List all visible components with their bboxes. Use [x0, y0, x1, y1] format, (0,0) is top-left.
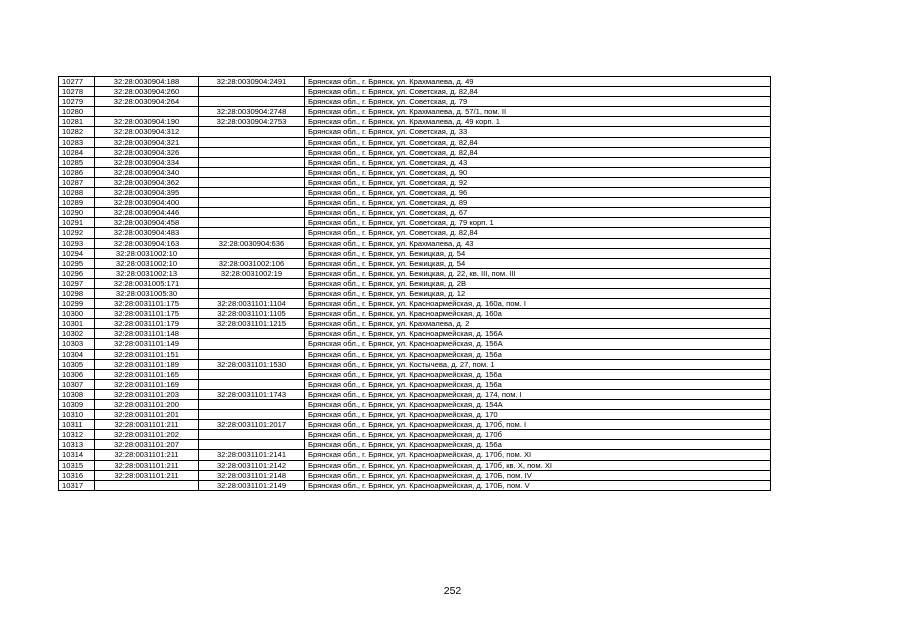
row-number-cell: 10309 [59, 400, 95, 410]
address-cell: Брянская обл., г. Брянск, ул. Советская, д. 79 корп. 1 [305, 218, 771, 228]
object-cadastral-number-cell: 32:28:0031101:2148 [199, 470, 305, 480]
row-number-cell: 10282 [59, 127, 95, 137]
table-row [59, 208, 771, 218]
object-cadastral-number-cell: 32:28:0031002:106 [199, 258, 305, 268]
object-cadastral-number-cell [199, 288, 305, 298]
cadastral-number-cell: 32:28:0030904:395 [95, 188, 199, 198]
object-cadastral-number-cell [199, 87, 305, 97]
register-table-body [59, 77, 771, 491]
row-number-cell: 10301 [59, 319, 95, 329]
address-cell: Брянская обл., г. Брянск, ул. Бежицкая, д. 12 [305, 288, 771, 298]
address-cell: Брянская обл., г. Брянск, ул. Бежицкая, д. 22, кв. III, пом. III [305, 268, 771, 278]
address-cell: Брянская обл., г. Брянск, ул. Красноармейская, д. 156а [305, 379, 771, 389]
object-cadastral-number-cell [199, 177, 305, 187]
cadastral-number-cell: 32:28:0031101:200 [95, 400, 199, 410]
address-cell: Брянская обл., г. Брянск, ул. Советская, д. 82,84 [305, 147, 771, 157]
address-cell: Брянская обл., г. Брянск, ул. Красноармейская, д. 170 [305, 410, 771, 420]
address-cell: Брянская обл., г. Брянск, ул. Бежицкая, д. 54 [305, 248, 771, 258]
object-cadastral-number-cell [199, 369, 305, 379]
object-cadastral-number-cell [199, 400, 305, 410]
object-cadastral-number-cell: 32:28:0030904:2753 [199, 117, 305, 127]
row-number-cell: 10295 [59, 258, 95, 268]
cadastral-number-cell: 32:28:0031101:211 [95, 470, 199, 480]
table-row [59, 268, 771, 278]
object-cadastral-number-cell: 32:28:0030904:2748 [199, 107, 305, 117]
row-number-cell: 10302 [59, 329, 95, 339]
row-number-cell: 10297 [59, 278, 95, 288]
table-row [59, 460, 771, 470]
address-cell: Брянская обл., г. Брянск, ул. Советская, д. 82,84 [305, 137, 771, 147]
cadastral-number-cell: 32:28:0031101:151 [95, 349, 199, 359]
address-cell: Брянская обл., г. Брянск, ул. Советская, д. 33 [305, 127, 771, 137]
row-number-cell: 10289 [59, 198, 95, 208]
address-cell: Брянская обл., г. Брянск, ул. Бежицкая, д. 54 [305, 258, 771, 268]
table-row [59, 470, 771, 480]
object-cadastral-number-cell [199, 379, 305, 389]
table-row [59, 480, 771, 490]
table-row [59, 248, 771, 258]
object-cadastral-number-cell [199, 339, 305, 349]
row-number-cell: 10287 [59, 177, 95, 187]
address-cell: Брянская обл., г. Брянск, ул. Красноармейская, д. 170Б, пом. V [305, 480, 771, 490]
cadastral-number-cell [95, 107, 199, 117]
cadastral-number-cell: 32:28:0031101:175 [95, 299, 199, 309]
cadastral-number-cell: 32:28:0030904:446 [95, 208, 199, 218]
cadastral-number-cell: 32:28:0030904:264 [95, 97, 199, 107]
object-cadastral-number-cell [199, 147, 305, 157]
row-number-cell: 10312 [59, 430, 95, 440]
object-cadastral-number-cell [199, 248, 305, 258]
table-row [59, 127, 771, 137]
row-number-cell: 10285 [59, 157, 95, 167]
row-number-cell: 10310 [59, 410, 95, 420]
cadastral-number-cell: 32:28:0031101:211 [95, 450, 199, 460]
cadastral-number-cell: 32:28:0031101:203 [95, 389, 199, 399]
cadastral-number-cell: 32:28:0030904:312 [95, 127, 199, 137]
object-cadastral-number-cell [199, 198, 305, 208]
row-number-cell: 10316 [59, 470, 95, 480]
row-number-cell: 10277 [59, 77, 95, 87]
cadastral-number-cell: 32:28:0030904:483 [95, 228, 199, 238]
row-number-cell: 10303 [59, 339, 95, 349]
address-cell: Брянская обл., г. Брянск, ул. Советская, д. 43 [305, 157, 771, 167]
cadastral-number-cell: 32:28:0031101:211 [95, 460, 199, 470]
object-cadastral-number-cell [199, 228, 305, 238]
object-cadastral-number-cell: 32:28:0031101:1743 [199, 389, 305, 399]
address-cell: Брянская обл., г. Брянск, ул. Советская, д. 82,84 [305, 228, 771, 238]
cadastral-number-cell: 32:28:0030904:321 [95, 137, 199, 147]
cadastral-number-cell: 32:28:0031101:148 [95, 329, 199, 339]
table-row [59, 107, 771, 117]
cadastral-number-cell: 32:28:0031101:207 [95, 440, 199, 450]
object-cadastral-number-cell: 32:28:0031101:2141 [199, 450, 305, 460]
row-number-cell: 10286 [59, 167, 95, 177]
page-number: 252 [443, 585, 462, 597]
cadastral-number-cell: 32:28:0030904:334 [95, 157, 199, 167]
cadastral-number-cell: 32:28:0030904:260 [95, 87, 199, 97]
address-cell: Брянская обл., г. Брянск, ул. Красноармейская, д. 156а [305, 440, 771, 450]
address-cell: Брянская обл., г. Брянск, ул. Крахмалева, д. 49 корп. 1 [305, 117, 771, 127]
table-row [59, 329, 771, 339]
table-row [59, 349, 771, 359]
cadastral-number-cell: 32:28:0031101:169 [95, 379, 199, 389]
row-number-cell: 10304 [59, 349, 95, 359]
cadastral-number-cell: 32:28:0031005:171 [95, 278, 199, 288]
cadastral-register-table [58, 76, 771, 491]
table-row [59, 97, 771, 107]
cadastral-number-cell: 32:28:0031101:179 [95, 319, 199, 329]
table-row [59, 218, 771, 228]
cadastral-number-cell: 32:28:0030904:362 [95, 177, 199, 187]
table-row [59, 440, 771, 450]
object-cadastral-number-cell [199, 329, 305, 339]
object-cadastral-number-cell [199, 137, 305, 147]
row-number-cell: 10290 [59, 208, 95, 218]
row-number-cell: 10308 [59, 389, 95, 399]
object-cadastral-number-cell [199, 410, 305, 420]
table-row [59, 309, 771, 319]
table-row [59, 198, 771, 208]
row-number-cell: 10284 [59, 147, 95, 157]
row-number-cell: 10317 [59, 480, 95, 490]
table-row [59, 228, 771, 238]
cadastral-number-cell: 32:28:0031101:175 [95, 309, 199, 319]
address-cell: Брянская обл., г. Брянск, ул. Советская, д. 82,84 [305, 87, 771, 97]
row-number-cell: 10278 [59, 87, 95, 97]
object-cadastral-number-cell [199, 278, 305, 288]
address-cell: Брянская обл., г. Брянск, ул. Красноармейская, д. 170Б, пом. IV [305, 470, 771, 480]
object-cadastral-number-cell [199, 157, 305, 167]
object-cadastral-number-cell: 32:28:0030904:636 [199, 238, 305, 248]
object-cadastral-number-cell: 32:28:0031101:1105 [199, 309, 305, 319]
object-cadastral-number-cell [199, 188, 305, 198]
row-number-cell: 10280 [59, 107, 95, 117]
object-cadastral-number-cell [199, 127, 305, 137]
cadastral-number-cell: 32:28:0030904:163 [95, 238, 199, 248]
cadastral-number-cell: 32:28:0030904:190 [95, 117, 199, 127]
row-number-cell: 10307 [59, 379, 95, 389]
table-row [59, 238, 771, 248]
table-row [59, 87, 771, 97]
address-cell: Брянская обл., г. Брянск, ул. Крахмалева, д. 2 [305, 319, 771, 329]
table-row [59, 410, 771, 420]
cadastral-number-cell [95, 480, 199, 490]
table-row [59, 339, 771, 349]
object-cadastral-number-cell: 32:28:0031101:2017 [199, 420, 305, 430]
row-number-cell: 10314 [59, 450, 95, 460]
table-row [59, 319, 771, 329]
address-cell: Брянская обл., г. Брянск, ул. Костычева, д. 27, пом. 1 [305, 359, 771, 369]
address-cell: Брянская обл., г. Брянск, ул. Красноармейская, д. 170б [305, 430, 771, 440]
address-cell: Брянская обл., г. Брянск, ул. Советская, д. 89 [305, 198, 771, 208]
table-row [59, 278, 771, 288]
cadastral-number-cell: 32:28:0031002:10 [95, 248, 199, 258]
object-cadastral-number-cell: 32:28:0030904:2491 [199, 77, 305, 87]
address-cell: Брянская обл., г. Брянск, ул. Красноармейская, д. 170б, кв. X, пом. XI [305, 460, 771, 470]
table-row [59, 369, 771, 379]
row-number-cell: 10305 [59, 359, 95, 369]
row-number-cell: 10292 [59, 228, 95, 238]
object-cadastral-number-cell: 32:28:0031101:2142 [199, 460, 305, 470]
address-cell: Брянская обл., г. Брянск, ул. Красноармейская, д. 156а [305, 349, 771, 359]
table-row [59, 420, 771, 430]
row-number-cell: 10313 [59, 440, 95, 450]
address-cell: Брянская обл., г. Брянск, ул. Советская, д. 67 [305, 208, 771, 218]
cadastral-number-cell: 32:28:0031101:201 [95, 410, 199, 420]
address-cell: Брянская обл., г. Брянск, ул. Красноармейская, д. 170б, пом. I [305, 420, 771, 430]
object-cadastral-number-cell: 32:28:0031101:1104 [199, 299, 305, 309]
address-cell: Брянская обл., г. Брянск, ул. Советская, д. 79 [305, 97, 771, 107]
address-cell: Брянская обл., г. Брянск, ул. Красноармейская, д. 160а [305, 309, 771, 319]
table-row [59, 288, 771, 298]
address-cell: Брянская обл., г. Брянск, ул. Красноармейская, д. 156А [305, 339, 771, 349]
object-cadastral-number-cell: 32:28:0031101:1215 [199, 319, 305, 329]
row-number-cell: 10294 [59, 248, 95, 258]
table-row [59, 137, 771, 147]
object-cadastral-number-cell: 32:28:0031101:1530 [199, 359, 305, 369]
cadastral-number-cell: 32:28:0030904:340 [95, 167, 199, 177]
table-row [59, 258, 771, 268]
object-cadastral-number-cell [199, 440, 305, 450]
cadastral-number-cell: 32:28:0030904:188 [95, 77, 199, 87]
row-number-cell: 10279 [59, 97, 95, 107]
address-cell: Брянская обл., г. Брянск, ул. Бежицкая, д. 2В [305, 278, 771, 288]
cadastral-number-cell: 32:28:0031101:202 [95, 430, 199, 440]
row-number-cell: 10306 [59, 369, 95, 379]
row-number-cell: 10283 [59, 137, 95, 147]
address-cell: Брянская обл., г. Брянск, ул. Советская, д. 96 [305, 188, 771, 198]
row-number-cell: 10296 [59, 268, 95, 278]
address-cell: Брянская обл., г. Брянск, ул. Красноармейская, д. 154А [305, 400, 771, 410]
object-cadastral-number-cell [199, 208, 305, 218]
address-cell: Брянская обл., г. Брянск, ул. Крахмалева, д. 43 [305, 238, 771, 248]
cadastral-number-cell: 32:28:0031002:13 [95, 268, 199, 278]
object-cadastral-number-cell: 32:28:0031101:2149 [199, 480, 305, 490]
object-cadastral-number-cell [199, 349, 305, 359]
row-number-cell: 10288 [59, 188, 95, 198]
row-number-cell: 10311 [59, 420, 95, 430]
address-cell: Брянская обл., г. Брянск, ул. Крахмалева, д. 57/1, пом. II [305, 107, 771, 117]
row-number-cell: 10281 [59, 117, 95, 127]
cadastral-number-cell: 32:28:0031101:165 [95, 369, 199, 379]
row-number-cell: 10298 [59, 288, 95, 298]
address-cell: Брянская обл., г. Брянск, ул. Красноармейская, д. 156а [305, 369, 771, 379]
object-cadastral-number-cell [199, 97, 305, 107]
table-row [59, 147, 771, 157]
object-cadastral-number-cell [199, 430, 305, 440]
address-cell: Брянская обл., г. Брянск, ул. Красноармейская, д. 174, пом. I [305, 389, 771, 399]
address-cell: Брянская обл., г. Брянск, ул. Советская, д. 90 [305, 167, 771, 177]
address-cell: Брянская обл., г. Брянск, ул. Красноармейская, д. 156А [305, 329, 771, 339]
object-cadastral-number-cell: 32:28:0031002:19 [199, 268, 305, 278]
row-number-cell: 10315 [59, 460, 95, 470]
table-row [59, 400, 771, 410]
table-row [59, 177, 771, 187]
table-row [59, 77, 771, 87]
cadastral-number-cell: 32:28:0031005:30 [95, 288, 199, 298]
address-cell: Брянская обл., г. Брянск, ул. Красноармейская, д. 160а, пом. I [305, 299, 771, 309]
object-cadastral-number-cell [199, 218, 305, 228]
row-number-cell: 10291 [59, 218, 95, 228]
table-row [59, 117, 771, 127]
object-cadastral-number-cell [199, 167, 305, 177]
cadastral-number-cell: 32:28:0030904:326 [95, 147, 199, 157]
row-number-cell: 10293 [59, 238, 95, 248]
table-row [59, 359, 771, 369]
address-cell: Брянская обл., г. Брянск, ул. Красноармейская, д. 170б, пом. XI [305, 450, 771, 460]
cadastral-number-cell: 32:28:0031101:189 [95, 359, 199, 369]
address-cell: Брянская обл., г. Брянск, ул. Советская, д. 92 [305, 177, 771, 187]
table-row [59, 389, 771, 399]
cadastral-number-cell: 32:28:0030904:400 [95, 198, 199, 208]
address-cell: Брянская обл., г. Брянск, ул. Крахмалева, д. 49 [305, 77, 771, 87]
table-row [59, 167, 771, 177]
cadastral-number-cell: 32:28:0030904:458 [95, 218, 199, 228]
table-row [59, 299, 771, 309]
cadastral-number-cell: 32:28:0031101:211 [95, 420, 199, 430]
table-row [59, 430, 771, 440]
table-row [59, 157, 771, 167]
row-number-cell: 10299 [59, 299, 95, 309]
row-number-cell: 10300 [59, 309, 95, 319]
table-row [59, 379, 771, 389]
cadastral-number-cell: 32:28:0031101:149 [95, 339, 199, 349]
table-row [59, 188, 771, 198]
cadastral-number-cell: 32:28:0031002:10 [95, 258, 199, 268]
table-row [59, 450, 771, 460]
